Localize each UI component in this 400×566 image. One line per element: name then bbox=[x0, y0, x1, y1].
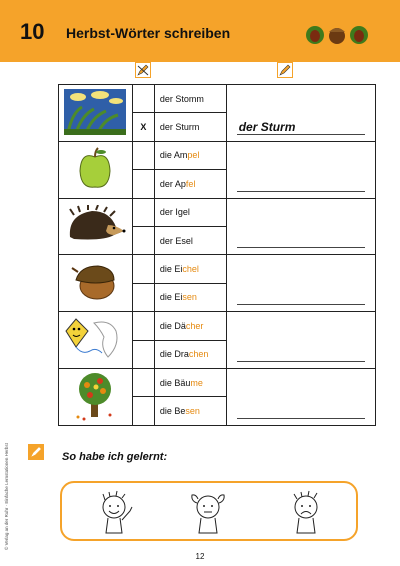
writing-line bbox=[237, 247, 365, 248]
word-part-highlight: chen bbox=[188, 349, 209, 360]
cross-out-box[interactable] bbox=[132, 368, 154, 396]
writing-line bbox=[237, 361, 365, 362]
word-option bbox=[154, 198, 226, 226]
cross-out-box[interactable] bbox=[132, 170, 154, 198]
cross-out-box[interactable] bbox=[132, 85, 154, 113]
kite-icon bbox=[59, 312, 133, 369]
word-part: die Ei bbox=[159, 264, 183, 275]
hedgehog-icon bbox=[59, 198, 133, 255]
page-title: Herbst-Wörter schreiben bbox=[66, 25, 231, 41]
word-part-highlight: chel bbox=[182, 264, 199, 275]
header-bar bbox=[0, 0, 400, 62]
word-option bbox=[154, 255, 226, 283]
writing-field[interactable] bbox=[226, 85, 375, 142]
word-part-highlight: pel bbox=[187, 150, 200, 161]
writing-field[interactable] bbox=[226, 141, 375, 198]
word-part-highlight: sen bbox=[185, 405, 200, 416]
cross-out-box[interactable] bbox=[132, 198, 154, 226]
word-option bbox=[154, 397, 226, 425]
cross-out-box[interactable] bbox=[132, 255, 154, 283]
word-part: der Stomm bbox=[159, 93, 204, 104]
writing-field[interactable] bbox=[226, 368, 375, 425]
word-part: die Am bbox=[159, 150, 188, 161]
word-part-highlight: me bbox=[190, 377, 203, 388]
word-part: die Ei bbox=[159, 292, 183, 303]
word-part: die Dra bbox=[159, 349, 189, 360]
autumn-tree-icon bbox=[59, 368, 133, 425]
neutral-child-icon[interactable] bbox=[186, 489, 230, 537]
cross-out-box[interactable] bbox=[132, 312, 154, 340]
table-row bbox=[59, 85, 376, 113]
cross-out-box[interactable] bbox=[132, 226, 154, 254]
word-option bbox=[154, 85, 226, 113]
word-part: die Be bbox=[159, 405, 186, 416]
word-part: die Dä bbox=[159, 320, 186, 331]
word-option bbox=[154, 170, 226, 198]
word-part: der Esel bbox=[159, 235, 193, 246]
writing-line bbox=[237, 191, 365, 192]
cross-out-box[interactable] bbox=[132, 141, 154, 169]
copyright-note: © Verlag an der Ruhr · Einfache Lernstationen Herbst bbox=[4, 443, 9, 550]
pencil-icon bbox=[28, 444, 44, 460]
reflection-box bbox=[60, 481, 358, 541]
page-number: 12 bbox=[195, 552, 205, 561]
apple-icon bbox=[59, 141, 133, 198]
writing-field[interactable] bbox=[226, 312, 375, 369]
writing-field[interactable] bbox=[226, 255, 375, 312]
exercise-table bbox=[58, 84, 376, 426]
exercise-number: 10 bbox=[20, 19, 45, 44]
written-answer: der Sturm bbox=[238, 119, 296, 134]
writing-line bbox=[237, 304, 365, 305]
writing-line bbox=[237, 418, 365, 419]
table-row bbox=[59, 255, 376, 283]
word-part: der Sturm bbox=[159, 122, 200, 133]
storm-icon bbox=[59, 85, 133, 142]
pencil-icon bbox=[277, 62, 293, 78]
cross-out-box[interactable] bbox=[132, 283, 154, 311]
word-part-highlight: sen bbox=[182, 292, 197, 303]
word-option bbox=[154, 368, 226, 396]
acorn-icon bbox=[59, 255, 133, 312]
table-row bbox=[59, 198, 376, 226]
chestnuts-acorn-icon bbox=[304, 22, 370, 46]
cross-out-box[interactable] bbox=[132, 397, 154, 425]
word-option bbox=[154, 113, 226, 141]
table-row bbox=[59, 368, 376, 396]
cross-out-pencil-icon bbox=[135, 62, 151, 78]
reflection-label: So habe ich gelernt: bbox=[62, 451, 168, 463]
word-part: die Bäu bbox=[159, 377, 191, 388]
word-option bbox=[154, 340, 226, 368]
writing-line bbox=[237, 134, 365, 135]
happy-child-icon[interactable] bbox=[94, 489, 138, 537]
word-option bbox=[154, 312, 226, 340]
word-option bbox=[154, 141, 226, 169]
table-row bbox=[59, 141, 376, 169]
cross-out-box[interactable] bbox=[132, 340, 154, 368]
word-part-highlight: fel bbox=[185, 178, 196, 189]
sad-child-icon[interactable] bbox=[284, 489, 328, 537]
word-option bbox=[154, 283, 226, 311]
word-option bbox=[154, 226, 226, 254]
word-part: der Ap bbox=[159, 178, 186, 189]
table-row bbox=[59, 312, 376, 340]
cross-out-box[interactable]: X bbox=[132, 113, 154, 141]
writing-field[interactable] bbox=[226, 198, 375, 255]
word-part: der Igel bbox=[159, 207, 190, 218]
word-part-highlight: cher bbox=[185, 320, 204, 331]
